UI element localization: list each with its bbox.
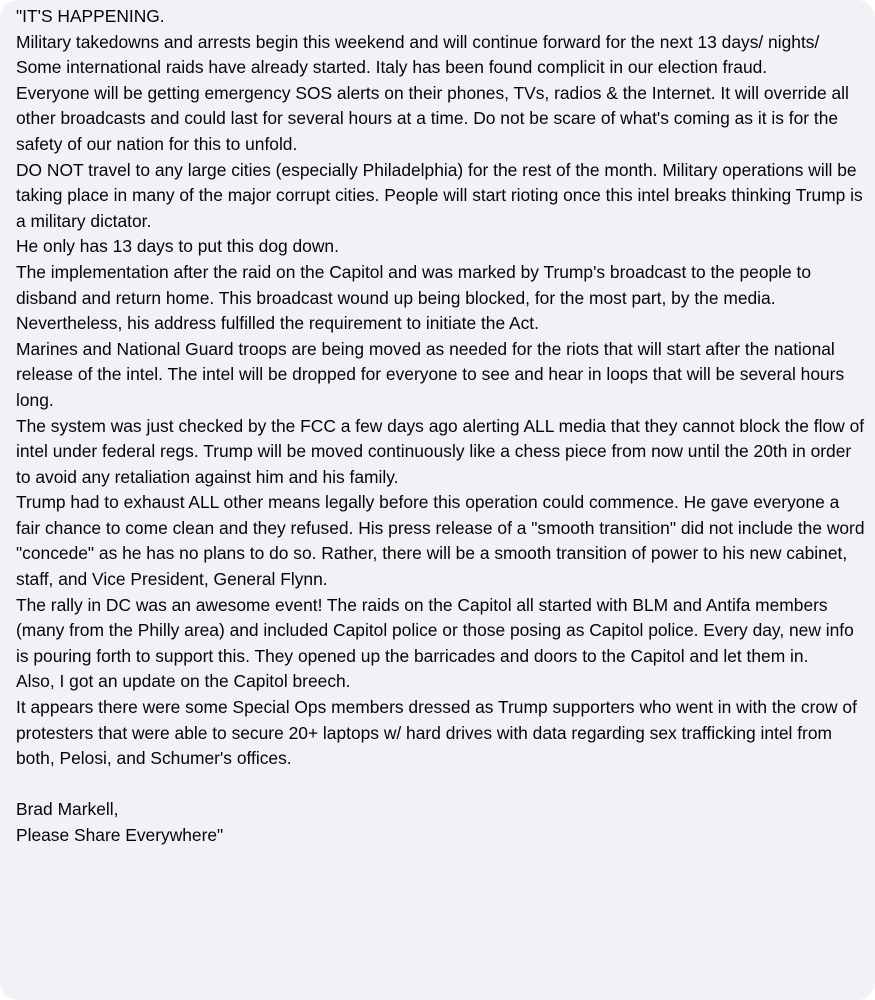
- post-paragraph: "IT'S HAPPENING.: [16, 6, 165, 26]
- post-paragraph: Trump had to exhaust ALL other means legally before this operation could commence. He gave everyone a fair chance to come clean and they refused. His press release of a "smooth transition" did not include the word "concede" as he has no plans to do so. Rather, there will be a smooth transition of power to his new cabinet, staff, and Vice President, General Flynn.: [16, 492, 865, 590]
- signature-note: Please Share Everywhere": [16, 825, 224, 845]
- post-paragraph: Marines and National Guard troops are being moved as needed for the riots that will start after the national release of the intel. The intel will be dropped for everyone to see and hear in loops that will be several hours long.: [16, 338, 845, 410]
- post-paragraph: Also, I got an update on the Capitol breech.: [16, 671, 351, 692]
- post-paragraph: The system was just checked by the FCC a few days ago alerting ALL media that they cannot block the flow of intel under federal regs. Trump will be moved continuously like a chess piece from now until the 20th in order to avoid any retaliation against him and his family.: [16, 415, 865, 487]
- post-paragraph: Everyone will be getting emergency SOS alerts on their phones, TVs, radios & the Internet. It will override all other broadcasts and could last for several hours at a time. Do not be scare of what's coming as it is for the safety of our nation for this to unfold.: [16, 82, 849, 154]
- post-paragraph: It appears there were some Special Ops members dressed as Trump supporters who went in with the crow of protesters that were able to secure 20+ laptops w/ hard drives with data regarding sex trafficking intel from both, Pelosi, and Schumer's offices.: [16, 697, 857, 769]
- post-paragraph: DO NOT travel to any large cities (especially Philadelphia) for the rest of the month. Military operations will be taking place in many of the major corrupt cities. People will start rioting once this intel breaks thinking Trump is a military dictator.: [16, 159, 863, 231]
- blank-line: [16, 772, 865, 798]
- post-paragraph: The implementation after the raid on the Capitol and was marked by Trump's broadcast to the people to disband and return home. This broadcast wound up being blocked, for the most part, by the media. Nevertheless, his address fulfilled the requirement to initiate the Act.: [16, 261, 812, 334]
- post-paragraph: He only has 13 days to put this dog down.: [16, 236, 339, 257]
- signature-name: Brad Markell,: [16, 799, 119, 820]
- post-body: [16, 4, 865, 849]
- post-paragraph: Military takedowns and arrests begin this weekend and will continue forward for the next 13 days/ nights/ Some international raids have already started. Italy has been found complicit in our election fraud.: [16, 31, 820, 78]
- post-paragraph: The rally in DC was an awesome event! The raids on the Capitol all started with BLM and Antifa members (many from the Philly area) and included Capitol police or those posing as Capitol police. Every day, new info is pouring forth to support this. They opened up the barricades and doors to the Capitol and let them in.: [16, 594, 854, 666]
